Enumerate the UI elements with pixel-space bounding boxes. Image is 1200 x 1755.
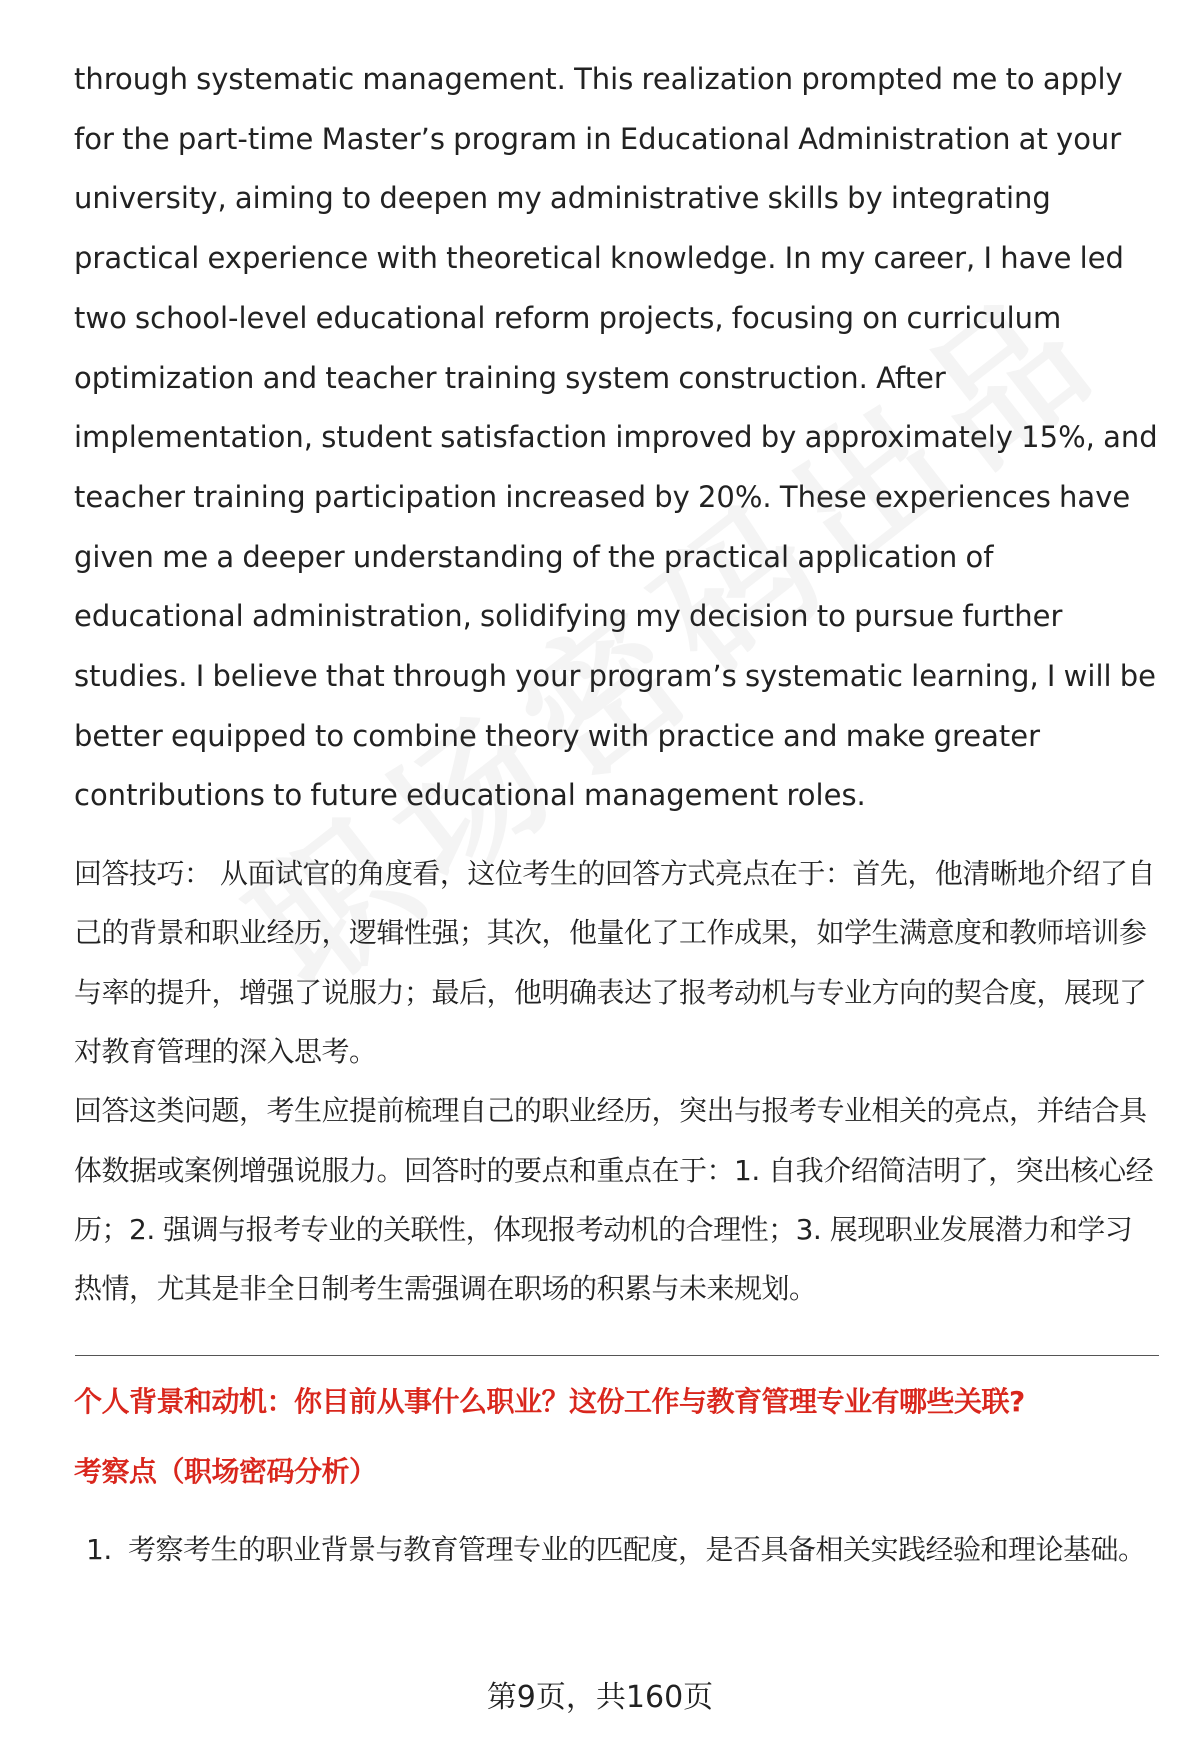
list-item bbox=[74, 1520, 1159, 1579]
question-subtitle: 考察点（职场密码分析） bbox=[74, 1454, 377, 1488]
tips-paragraph-2: 回答这类问题，考生应提前梳理自己的职业经历，突出与报考专业相关的亮点，并结合具体数据或案例增强说服力。回答时的要点和重点在于：1. 自我介绍简洁明了，突出核心经历；2. 强调与报考专业的关联性，体现报考动机的合理性；3. 展现职业发展潜力和学习热情，尤其是非全日制考生需强调在职场的积累与未来规划。 bbox=[74, 1094, 1154, 1306]
tips-paragraph-1: 回答技巧： 从面试官的角度看，这位考生的回答方式亮点在于：首先，他清晰地介绍了自己的背景和职业经历，逻辑性强；其次，他量化了工作成果，如学生满意度和教师培训参与率的提升，增强了说服力；最后，他明确表达了报考动机与专业方向的契合度，展现了对教育管理的深入思考。 bbox=[74, 857, 1155, 1069]
list-item-text: 考察考生的职业背景与教育管理专业的匹配度，是否具备相关实践经验和理论基础。 bbox=[128, 1532, 1146, 1566]
question-title: 个人背景和动机：你目前从事什么职业？这份工作与教育管理专业有哪些关联? bbox=[74, 1384, 1025, 1418]
page-number-footer: 第9页，共160页 bbox=[486, 1680, 714, 1715]
page-content bbox=[74, 50, 1159, 1579]
answer-tips bbox=[74, 844, 1159, 1318]
assessment-points-list bbox=[74, 1520, 1159, 1579]
answer-english-paragraph: through systematic management. This realization prompted me to apply for the part-time Master’s program in Educational Administration at your university, aiming to deepen my administrative skills by integrating practical experience with theoretical knowledge. In my career, I have led two school-level educational reform projects, focusing on curriculum optimization and teacher training system construction. After implementation, student satisfaction improved by approximately 15%, and teacher training participation increased by 20%. These experiences have given me a deeper understanding of the practical application of educational administration, solidifying my decision to pursue further studies. I believe that through your program’s systematic learning, I will be better equipped to combine theory with practice and make greater contributions to future educational management roles. bbox=[74, 62, 1158, 813]
list-item-number: 1. bbox=[86, 1532, 112, 1566]
section-divider bbox=[75, 1355, 1159, 1356]
